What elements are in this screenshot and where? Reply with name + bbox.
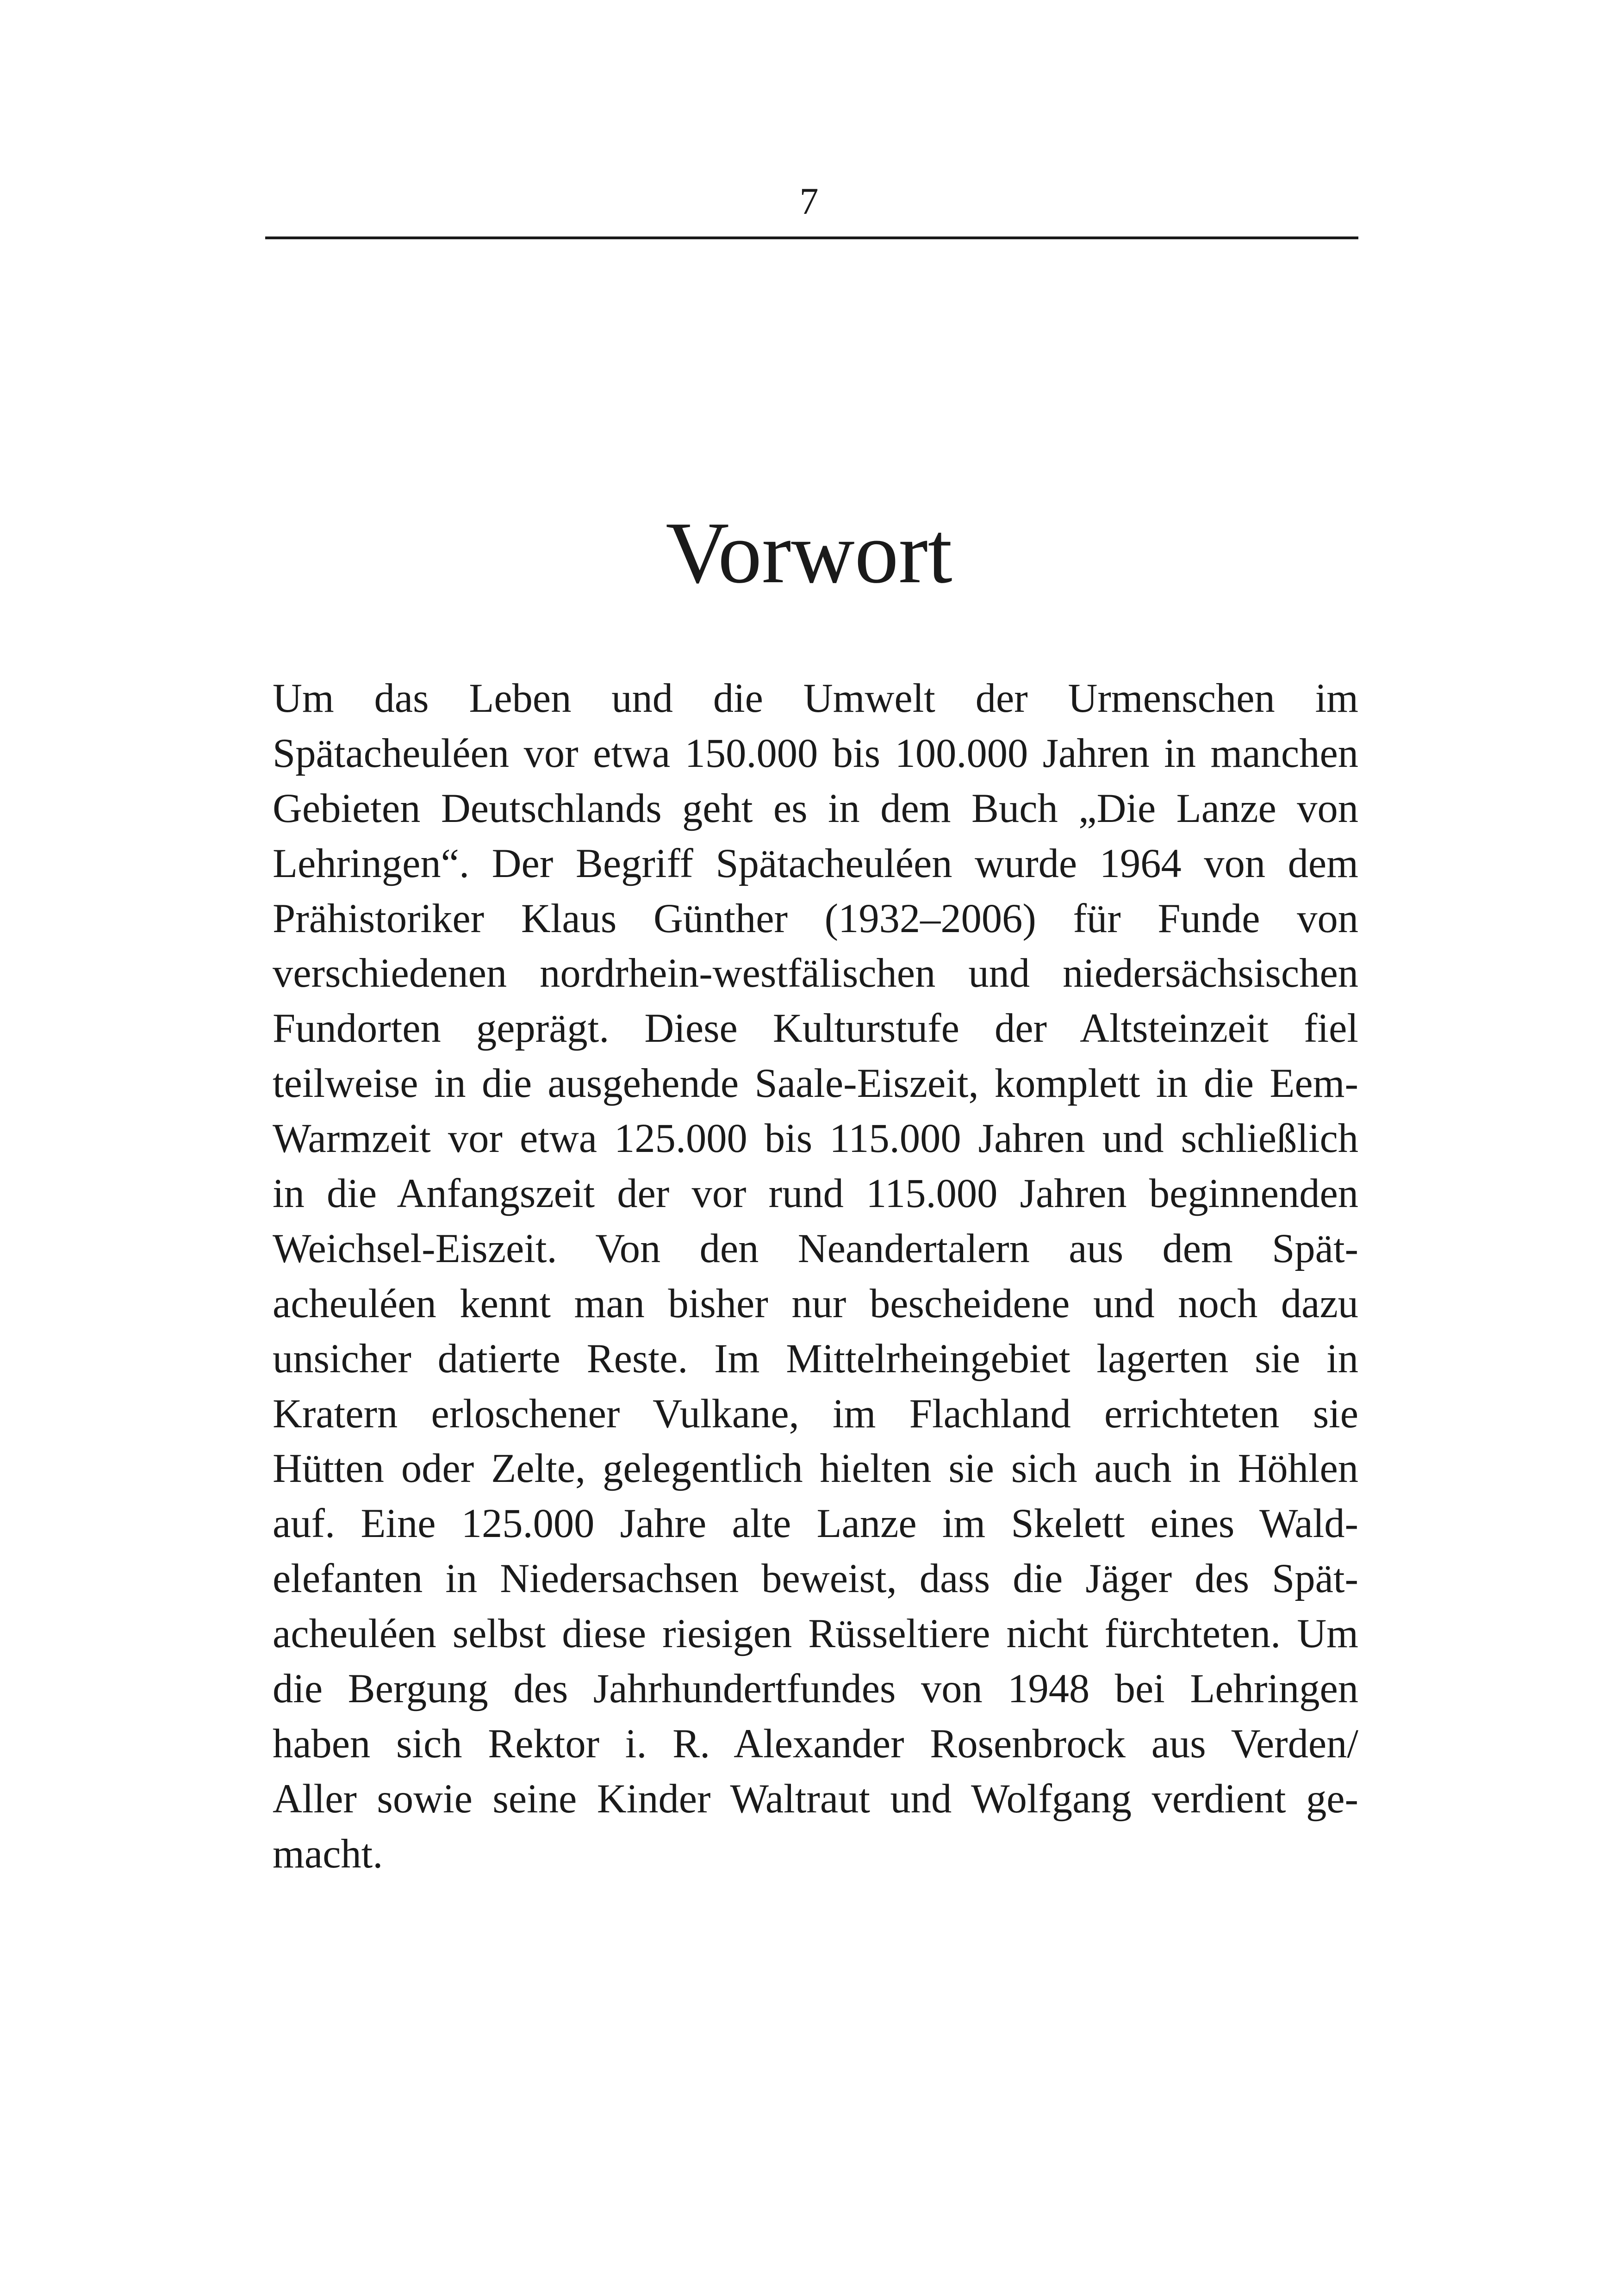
text-line: in die Anfangszeit der vor rund 115.000 Jahren beginnenden (273, 1171, 1358, 1217)
text-line: teilweise in die ausgehende Saale-Eiszeit, komplett in die Eem- (273, 1061, 1358, 1107)
chapter-title: Vorwort (666, 504, 952, 602)
text-line: Prähistoriker Klaus Günther (1932–2006) für Funde von (273, 896, 1358, 941)
text-line: Weichsel-Eiszeit. Von den Neandertalern aus dem Spät- (273, 1226, 1358, 1271)
text-line: acheuléen selbst diese riesigen Rüsseltiere nicht fürchteten. Um (273, 1611, 1358, 1657)
text-line: Aller sowie seine Kinder Waltraut und Wolfgang verdient ge- (273, 1776, 1358, 1822)
body-paragraph (273, 671, 1358, 1882)
text-line: Lehringen“. Der Begriff Spätacheuléen wurde 1964 von dem (273, 840, 1358, 886)
text-line: Um das Leben und die Umwelt der Urmenschen im (273, 676, 1358, 721)
text-line: Fundorten geprägt. Diese Kulturstufe der Altsteinzeit fiel (273, 1006, 1358, 1052)
text-line: die Bergung des Jahrhundertfundes von 1948 bei Lehringen (273, 1666, 1358, 1712)
text-line: Warmzeit vor etwa 125.000 bis 115.000 Jahren und schließlich (273, 1116, 1358, 1162)
text-line: elefanten in Niedersachsen beweist, dass die Jäger des Spät- (273, 1556, 1358, 1602)
text-line: auf. Eine 125.000 Jahre alte Lanze im Skelett eines Wald- (273, 1501, 1358, 1547)
text-line: unsicher datierte Reste. Im Mittelrheingebiet lagerten sie in (273, 1336, 1358, 1381)
header-rule (265, 236, 1358, 239)
text-line: haben sich Rektor i. R. Alexander Rosenbrock aus Verden/ (273, 1721, 1358, 1767)
text-line: macht. (273, 1831, 383, 1877)
page-number: 7 (799, 180, 819, 222)
text-line: Spätacheuléen vor etwa 150.000 bis 100.000 Jahren in manchen (273, 730, 1358, 776)
text-line: acheuléen kennt man bisher nur bescheidene und noch dazu (273, 1281, 1358, 1326)
text-line: Kratern erloschener Vulkane, im Flachland errichteten sie (273, 1391, 1358, 1437)
text-line: Hütten oder Zelte, gelegentlich hielten sie sich auch in Höhlen (273, 1446, 1358, 1492)
text-line: verschiedenen nordrhein-westfälischen und niedersächsischen (273, 951, 1358, 996)
text-line: Gebieten Deutschlands geht es in dem Buch „Die Lanze von (273, 785, 1358, 831)
